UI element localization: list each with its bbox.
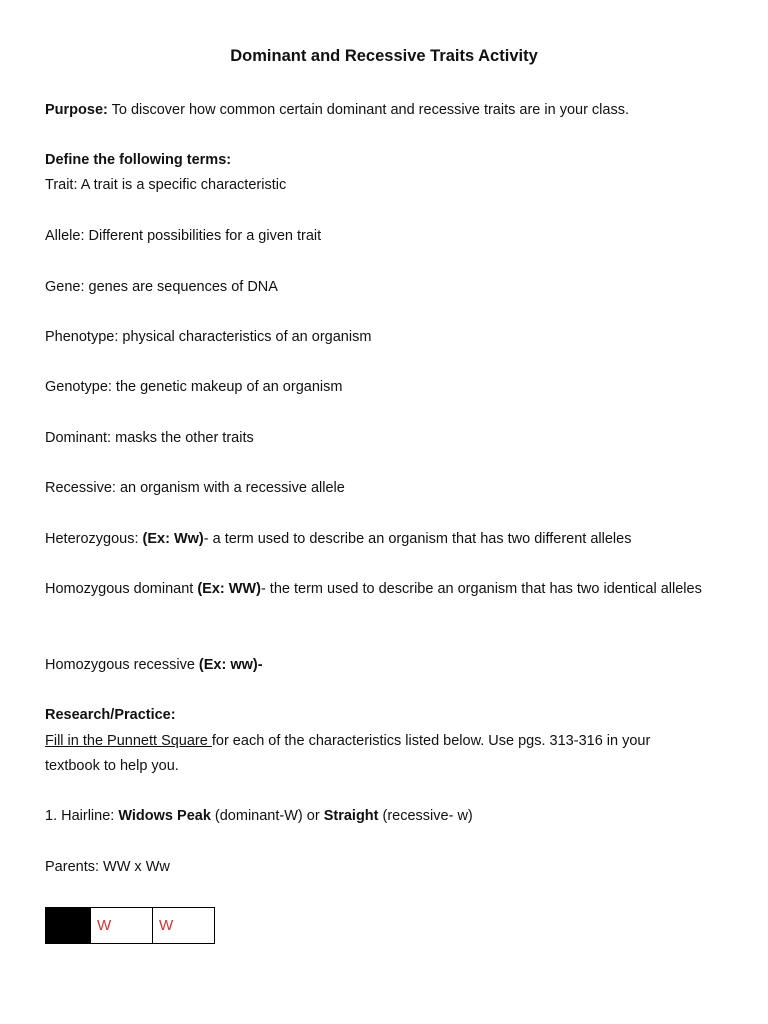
purpose-text: To discover how common certain dominant and recessive traits are in your class.	[107, 102, 630, 118]
term-heterozygous	[45, 527, 725, 552]
homozygous-recessive-label: Homozygous recessive	[45, 657, 199, 673]
question-1-dominant-trait: Widows Peak	[118, 808, 211, 824]
define-heading-text: Define the following terms:	[45, 152, 232, 168]
homozygous-recessive-example: (Ex: ww)-	[198, 657, 263, 673]
question-1-prefix: 1. Hairline:	[45, 808, 119, 824]
purpose-label: Purpose:	[45, 102, 108, 118]
term-homozygous-recessive	[45, 653, 725, 678]
purpose-line	[45, 98, 725, 123]
term-dominant: Dominant: masks the other traits	[45, 430, 254, 446]
research-heading	[45, 703, 725, 728]
punnett-instruction-underlined: Fill in the Punnett Square	[45, 733, 212, 749]
punnett-corner-cell	[46, 908, 90, 943]
term-recessive: Recessive: an organism with a recessive allele	[45, 480, 345, 496]
punnett-square	[45, 907, 215, 944]
research-heading-text: Research/Practice:	[45, 707, 176, 723]
page-title: Dominant and Recessive Traits Activity	[230, 47, 538, 65]
punnett-header-cell[interactable]: W	[152, 908, 214, 943]
question-1-suffix: (recessive- w)	[378, 808, 473, 824]
heterozygous-definition: - a term used to describe an organism that has two different alleles	[203, 531, 632, 547]
term-gene: Gene: genes are sequences of DNA	[45, 279, 278, 295]
question-1-recessive-trait: Straight	[323, 808, 379, 824]
heterozygous-example: (Ex: Ww)	[142, 531, 204, 547]
term-trait: Trait: A trait is a specific characteristic	[45, 177, 287, 193]
parents-line: Parents: WW x Ww	[45, 859, 170, 875]
punnett-header-cell[interactable]: W	[90, 908, 152, 943]
term-homozygous-dominant	[45, 577, 705, 602]
term-phenotype: Phenotype: physical characteristics of an organism	[45, 329, 372, 345]
homozygous-dominant-example: (Ex: WW)	[197, 581, 261, 597]
question-1-mid: (dominant-W) or	[210, 808, 324, 824]
homozygous-dominant-definition: - the term used to describe an organism that has two identical alleles	[260, 581, 702, 597]
term-allele: Allele: Different possibilities for a given trait	[45, 228, 322, 244]
define-heading	[45, 148, 725, 173]
heterozygous-label: Heterozygous:	[45, 531, 143, 547]
question-1	[45, 804, 725, 829]
homozygous-dominant-label: Homozygous dominant	[45, 581, 198, 597]
term-genotype: Genotype: the genetic makeup of an organism	[45, 379, 343, 395]
research-instruction-text: for each of the characteristics listed below. Use pgs. 313-316 in your textbook to help you.	[45, 733, 651, 774]
research-instructions	[45, 729, 705, 779]
